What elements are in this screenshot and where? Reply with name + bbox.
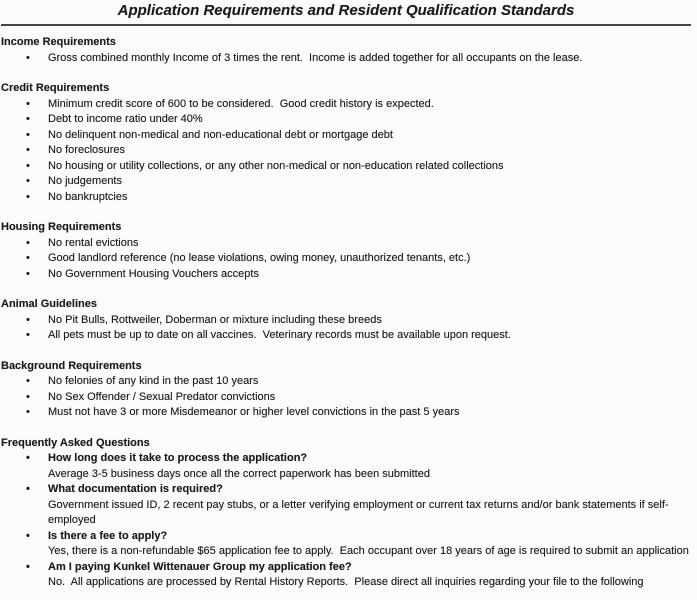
- list-item: [1, 112, 691, 128]
- list-item: [1, 251, 691, 267]
- title-divider: [1, 24, 691, 26]
- section: [1, 35, 691, 66]
- list-item: [1, 328, 691, 344]
- faq-item: [1, 482, 691, 529]
- bullet-text: No Sex Offender / Sexual Predator convictions: [48, 390, 276, 403]
- section: [1, 220, 691, 282]
- list-item: [1, 128, 691, 144]
- list-item: [1, 190, 691, 206]
- bullet-icon: •: [26, 97, 30, 110]
- page-title: Application Requirements and Resident Qualification Standards: [117, 2, 575, 19]
- section-heading: Frequently Asked Questions: [1, 436, 150, 449]
- bullet-icon: •: [26, 313, 30, 326]
- list-item: [1, 313, 691, 329]
- list-item: [1, 51, 691, 67]
- bullet-text: No delinquent non-medical and non-educational debt or mortgage debt: [48, 128, 393, 141]
- bullet-icon: •: [26, 560, 30, 573]
- bullet-icon: •: [26, 113, 30, 125]
- faq-answer: Government issued ID, 2 recent pay stubs, or a letter verifying employment or current tax returns and/or bank statements if self-employed: [48, 498, 669, 526]
- bullet-text: Good landlord reference (no lease violations, owing money, unauthorized tenants, etc.): [48, 252, 471, 264]
- section-heading: Credit Requirements: [1, 82, 110, 94]
- bullet-icon: •: [26, 329, 30, 341]
- faq-item: [1, 451, 691, 482]
- list-item: [1, 159, 691, 175]
- list-item: [1, 143, 691, 159]
- bullet-text: No housing or utility collections, or any other non-medical or non-education related collections: [48, 159, 504, 172]
- bullet-text: All pets must be up to date on all vaccines. Veterinary records must be available upon request.: [48, 329, 511, 341]
- bullet-icon: •: [26, 529, 30, 542]
- faq-question: Is there a fee to apply?: [48, 529, 168, 542]
- bullet-icon: •: [26, 452, 30, 464]
- bullet-icon: •: [26, 51, 30, 64]
- bullet-text: Gross combined monthly Income of 3 times the rent. Income is added together for all occupants on the lease.: [48, 51, 583, 64]
- list-item: [1, 390, 691, 406]
- section: [1, 297, 691, 344]
- bullet-icon: •: [26, 190, 30, 203]
- faq-content: [48, 451, 691, 482]
- faq-content: [48, 529, 691, 560]
- bullet-icon: •: [26, 267, 30, 280]
- sections-container: [1, 35, 691, 591]
- bullet-text: Must not have 3 or more Misdemeanor or higher level convictions in the past 5 years: [48, 406, 460, 418]
- list-item: [1, 97, 691, 113]
- bullet-icon: •: [26, 483, 30, 495]
- bullet-text: Debt to income ratio under 40%: [48, 113, 203, 125]
- bullet-icon: •: [26, 252, 30, 264]
- section: [1, 359, 691, 421]
- bullet-text: No bankruptcies: [48, 190, 128, 203]
- section-heading: Background Requirements: [1, 359, 142, 372]
- bullet-text: No felonies of any kind in the past 10 years: [48, 375, 259, 387]
- bullet-icon: •: [26, 236, 30, 249]
- bullet-text: No Pit Bulls, Rottweiler, Doberman or mixture including these breeds: [48, 313, 382, 326]
- list-item: [1, 236, 691, 252]
- bullet-text: No Government Housing Vouchers accepts: [48, 267, 259, 280]
- list-item: [1, 405, 691, 421]
- faq-question: Am I paying Kunkel Wittenauer Group my application fee?: [48, 560, 352, 573]
- bullet-icon: •: [26, 159, 30, 172]
- list-item: [1, 267, 691, 283]
- bullet-icon: •: [26, 390, 30, 403]
- bullet-icon: •: [26, 128, 30, 141]
- section-heading: Housing Requirements: [1, 221, 122, 233]
- faq-answer: Average 3-5 business days once all the correct paperwork has been submitted: [48, 467, 430, 480]
- bullet-icon: •: [26, 375, 30, 387]
- bullet-icon: •: [26, 406, 30, 418]
- section: [1, 436, 691, 591]
- faq-content: [48, 560, 691, 591]
- faq-item: [1, 529, 691, 560]
- faq-question: What documentation is required?: [48, 483, 223, 495]
- faq-question: How long does it take to process the application?: [48, 452, 308, 464]
- bullet-text: No judgements: [48, 175, 122, 187]
- bullet-text: No rental evictions: [48, 236, 139, 249]
- bullet-icon: •: [26, 144, 30, 156]
- section-heading: Animal Guidelines: [1, 298, 97, 310]
- section: [1, 81, 691, 205]
- list-item: [1, 174, 691, 190]
- list-item: [1, 374, 691, 390]
- bullet-text: Minimum credit score of 600 to be considered. Good credit history is expected.: [48, 97, 434, 110]
- faq-content: [48, 482, 691, 529]
- faq-answer: Yes, there is a non-refundable $65 application fee to apply. Each occupant over 18 years of age is required to submit an application: [48, 545, 689, 557]
- faq-item: [1, 560, 691, 591]
- section-heading: Income Requirements: [1, 36, 116, 48]
- faq-answer: No. All applications are processed by Rental History Reports. Please direct all inquiries regarding your file to the following: [48, 576, 644, 588]
- bullet-text: No foreclosures: [48, 144, 126, 156]
- bullet-icon: •: [26, 175, 30, 187]
